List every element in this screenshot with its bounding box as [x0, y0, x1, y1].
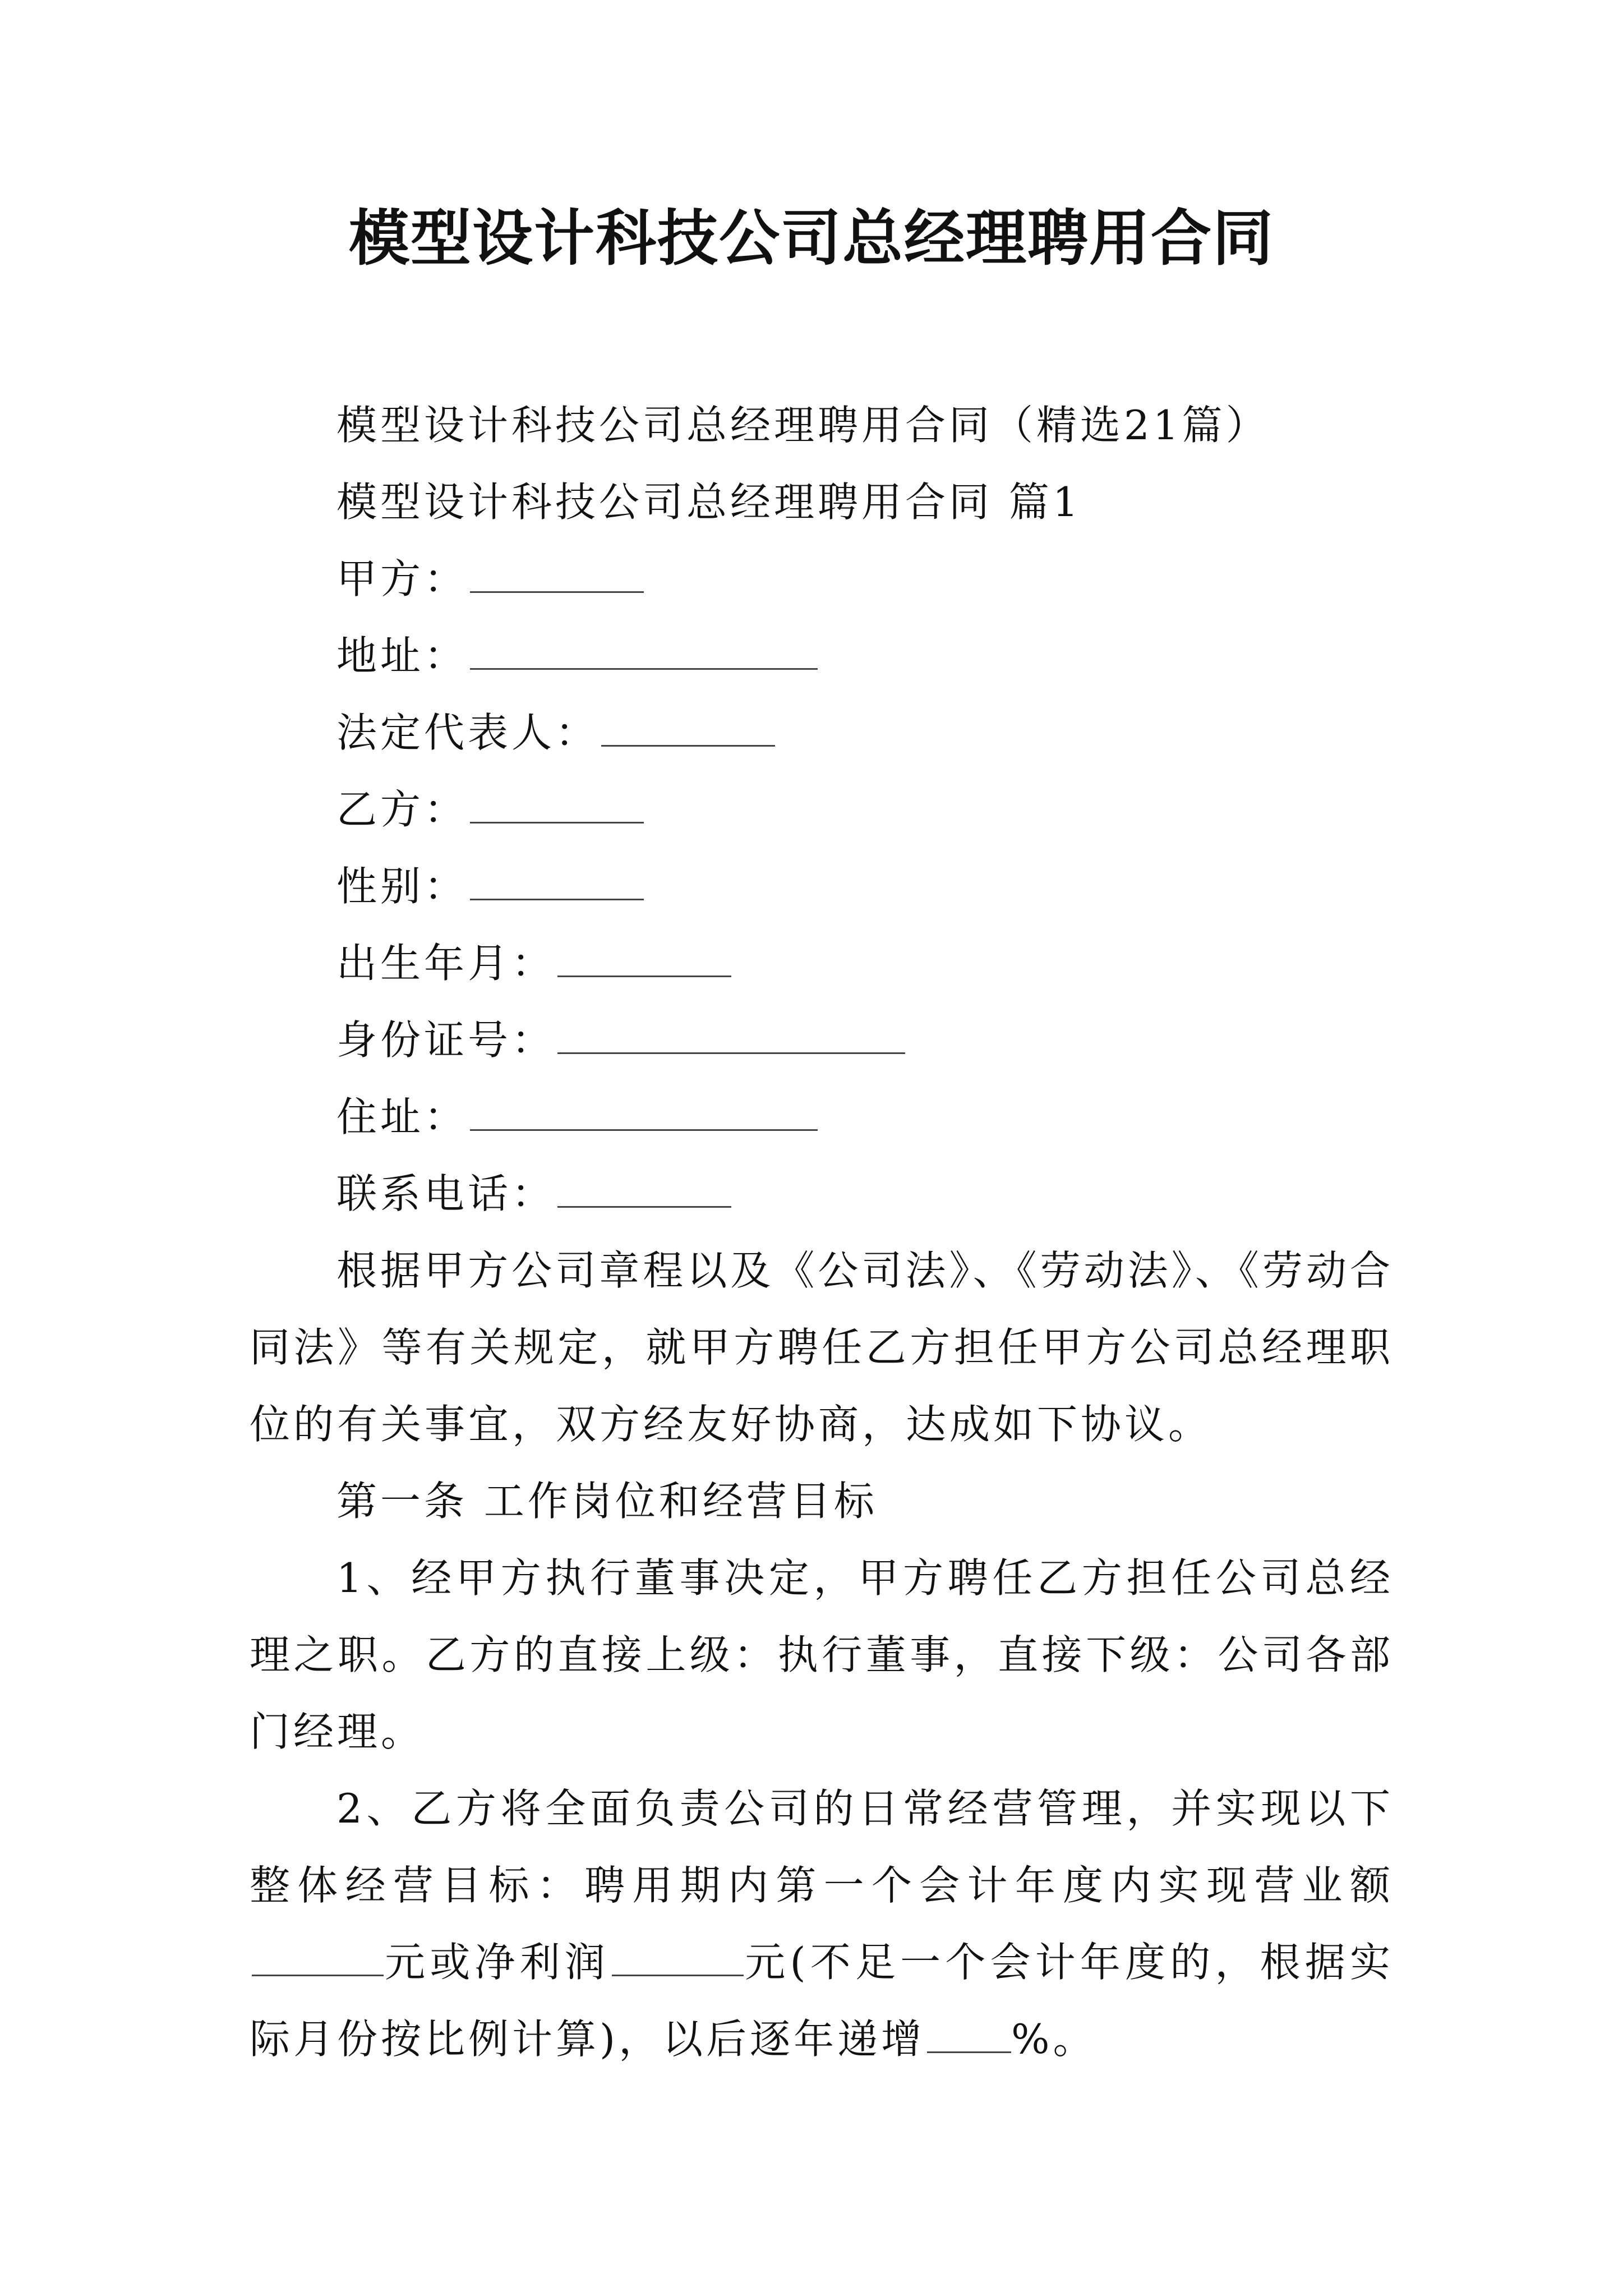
field-address-label: 地址： [336, 632, 468, 679]
clause-1: 1、经甲方执行董事决定，甲方聘任乙方担任公司总经理之职。乙方的直接上级：执行董事，直接下级：公司各部门经理。 [250, 1554, 1394, 1755]
id-number-blank [557, 1019, 905, 1054]
residence-blank [470, 1096, 818, 1131]
field-birth-label: 出生年月： [336, 940, 556, 987]
intro-paragraph: 根据甲方公司章程以及《公司法》、《劳动法》、《劳动合同法》等有关规定，就甲方聘任乙方担任甲方公司总经理职位的有关事宜，双方经友好协商，达成如下协议。 [250, 1247, 1394, 1448]
party-b-blank [470, 788, 644, 823]
field-party-b-label: 乙方： [336, 786, 468, 833]
address-blank [470, 634, 818, 670]
field-phone [336, 1156, 731, 1232]
section-heading: 模型设计科技公司总经理聘用合同 篇1 [336, 478, 1082, 526]
legal-rep-blank [601, 711, 775, 747]
article1-heading: 第一条 工作岗位和经营目标 [336, 1478, 878, 1525]
field-gender [336, 848, 644, 925]
phone-blank [557, 1172, 731, 1208]
document-title: 模型设计科技公司总经理聘用合同 [348, 203, 1274, 274]
field-address [336, 618, 818, 694]
field-party-a [336, 541, 644, 618]
birth-blank [557, 942, 731, 977]
field-legal-rep-label: 法定代表人： [336, 709, 600, 756]
field-party-a-label: 甲方： [336, 555, 468, 602]
field-party-b [336, 771, 644, 848]
clause-2-part4: %。 [1011, 2016, 1097, 2063]
clause-2-part2: 元或净利润 [384, 1939, 610, 1986]
field-legal-rep [336, 694, 775, 771]
field-id-number [336, 1002, 905, 1079]
field-id-number-label: 身份证号： [336, 1016, 556, 1064]
field-residence-label: 住址： [336, 1093, 468, 1140]
clause-2-part3: 元(不足一个会计年度的，根据实际月份按比例计算)，以后逐年递增 [250, 1939, 1394, 2063]
gender-blank [470, 865, 644, 900]
net-profit-blank [612, 1941, 744, 1976]
party-a-blank [470, 558, 644, 593]
growth-rate-blank [927, 2018, 1011, 2053]
clause-2 [250, 1770, 1394, 2078]
field-residence [336, 1079, 818, 1156]
field-phone-label: 联系电话： [336, 1170, 556, 1217]
field-gender-label: 性别： [336, 863, 468, 910]
clause-2-part1: 2、乙方将全面负责公司的日常经营管理，并实现以下整体经营目标：聘用期内第一个会计年度内实现营业额 [250, 1785, 1394, 1909]
revenue-blank [252, 1941, 384, 1976]
document-subtitle: 模型设计科技公司总经理聘用合同（精选21篇） [336, 402, 1270, 449]
field-birth [336, 925, 731, 1002]
